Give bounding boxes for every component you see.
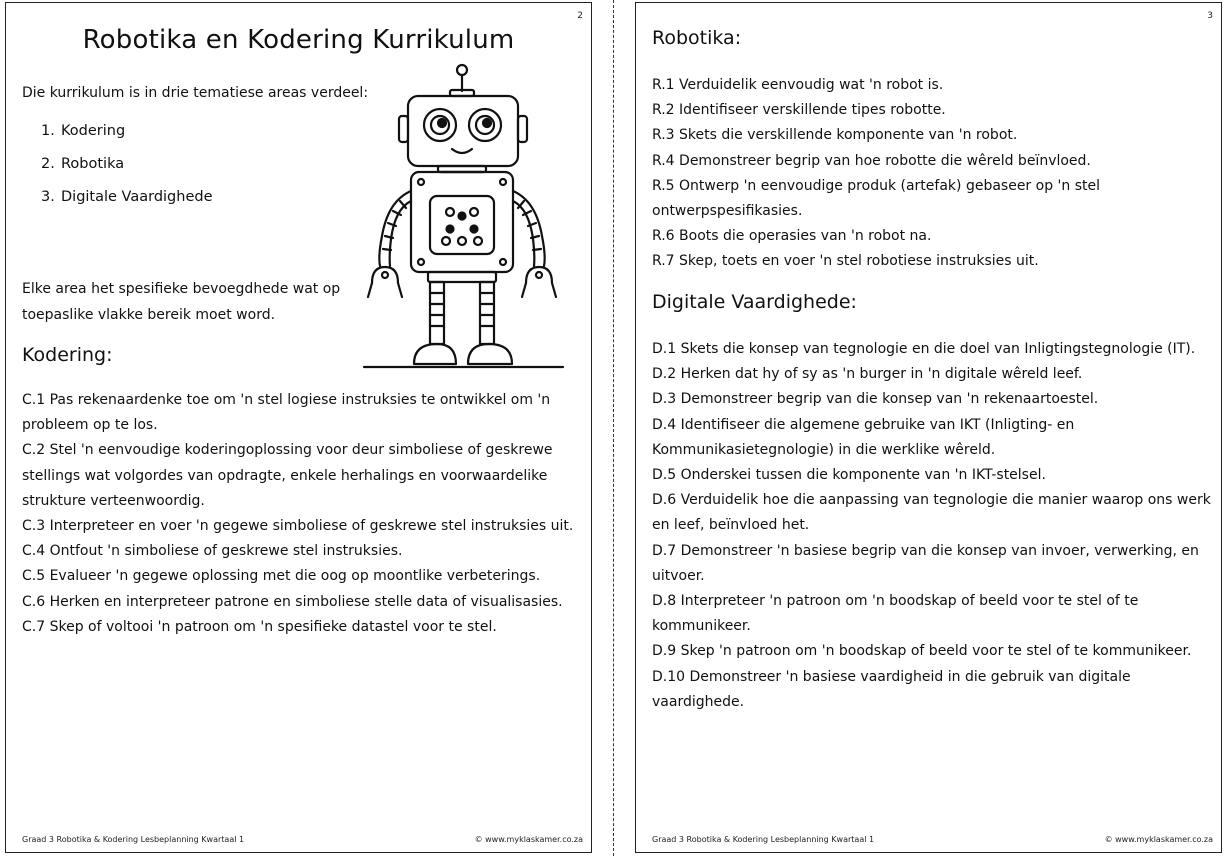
competence-note: Elke area het spesifieke bevoegdhede wat op toepaslike vlakke bereik moet word. [22,281,341,323]
robotics-heading: Robotika: [652,27,742,49]
list-number: 3. [41,189,55,205]
digital-outcomes-list [652,337,1218,715]
list-item: R.5 Ontwerp 'n eenvoudige produk (artefak) gebaseer op 'n stel ontwerpspesifikasies. [652,177,1100,220]
list-item: D.7 Demonstreer 'n basiese begrip van die konsep van invoer, verwerking, en uitvoer. [652,542,1199,584]
page-right [635,2,1222,853]
list-item: D.8 Interpreteer 'n patroon om 'n boodskap of beeld voor te stel of te kommunikeer. [652,593,1139,635]
page-divider [613,0,614,856]
list-item: C.3 Interpreteer en voer 'n gegewe simboliese of geskrewe stel instruksies uit. [22,518,574,535]
footer-copyright: © www.myklaskamer.co.za [1104,835,1213,844]
list-item: D.4 Identifiseer die algemene gebruike van IKT (Inligting- en Kommunikasietegnologie) in die werklike wêreld. [652,416,1075,458]
coding-heading: Kodering: [22,344,113,366]
list-item: D.9 Skep 'n patroon om 'n boodskap of beeld voor te stel of te kommunikeer. [652,643,1192,660]
list-item: D.10 Demonstreer 'n basiese vaardigheid in die gebruik van digitale vaardighede. [652,668,1131,710]
footer-copyright: © www.myklaskamer.co.za [474,835,583,844]
intro-text: Die kurrikulum is in drie tematiese areas verdeel: [22,85,369,101]
list-item [41,123,213,156]
list-item: D.6 Verduidelik hoe die aanpassing van tegnologie die manier waarop ons werk en leef, beïnvloed het. [652,492,1211,534]
list-label: Digitale Vaardighede [61,189,213,205]
list-item: R.2 Identifiseer verskillende tipes robotte. [652,102,946,119]
list-item: D.2 Herken dat hy of sy as 'n burger in 'n digitale wêreld leef. [652,366,1083,383]
list-item [41,189,213,222]
list-item: D.3 Demonstreer begrip van die konsep van 'n rekenaartoestel. [652,391,1099,408]
list-number: 2. [41,156,55,172]
list-item: C.6 Herken en interpreteer patrone en simboliese stelle data of visualisasies. [22,593,563,610]
page-number: 2 [577,11,583,21]
list-item: C.2 Stel 'n eenvoudige koderingoplossing voor deur simboliese of geskrewe stellings wat volgordes van opdragte, enkele herhalings en voorwaardelike strukture verteenwoordig. [22,442,553,509]
list-label: Robotika [61,156,125,172]
page-number: 3 [1207,11,1213,21]
list-number: 1. [41,123,55,139]
list-item: C.5 Evalueer 'n gegewe oplossing met die oog op moontlike verbeterings. [22,568,541,585]
list-item: D.1 Skets die konsep van tegnologie en die doel van Inligtingstegnologie (IT). [652,341,1196,357]
list-item: R.4 Demonstreer begrip van hoe robotte die wêreld beïnvloed. [652,152,1091,169]
robot-illustration [358,61,568,377]
footer-text: Graad 3 Robotika & Kodering Lesbeplanning Kwartaal 1 [22,835,245,844]
list-item: R.1 Verduidelik eenvoudig wat 'n robot is. [652,77,944,93]
footer-text: Graad 3 Robotika & Kodering Lesbeplanning Kwartaal 1 [652,835,875,844]
page-left [5,2,592,853]
list-label: Kodering [61,123,126,139]
robotics-outcomes-list [652,73,1212,275]
digital-skills-heading: Digitale Vaardighede: [652,291,857,313]
list-item: R.6 Boots die operasies van 'n robot na. [652,228,932,245]
coding-outcomes-list [22,388,588,640]
list-item: D.5 Onderskei tussen die komponente van 'n IKT-stelsel. [652,467,1046,484]
page-title: Robotika en Kodering Kurrikulum [82,25,515,55]
list-item: R.7 Skep, toets en voer 'n stel robotiese instruksies uit. [652,253,1039,270]
list-item: C.4 Ontfout 'n simboliese of geskrewe stel instruksies. [22,543,403,560]
list-item: C.7 Skep of voltooi 'n patroon om 'n spesifieke datastel voor te stel. [22,618,497,635]
list-item: C.1 Pas rekenaardenke toe om 'n stel logiese instruksies te ontwikkel om 'n probleem op te los. [22,392,551,434]
areas-list [41,123,213,222]
list-item [41,156,213,189]
list-item: R.3 Skets die verskillende komponente van 'n robot. [652,127,1018,144]
